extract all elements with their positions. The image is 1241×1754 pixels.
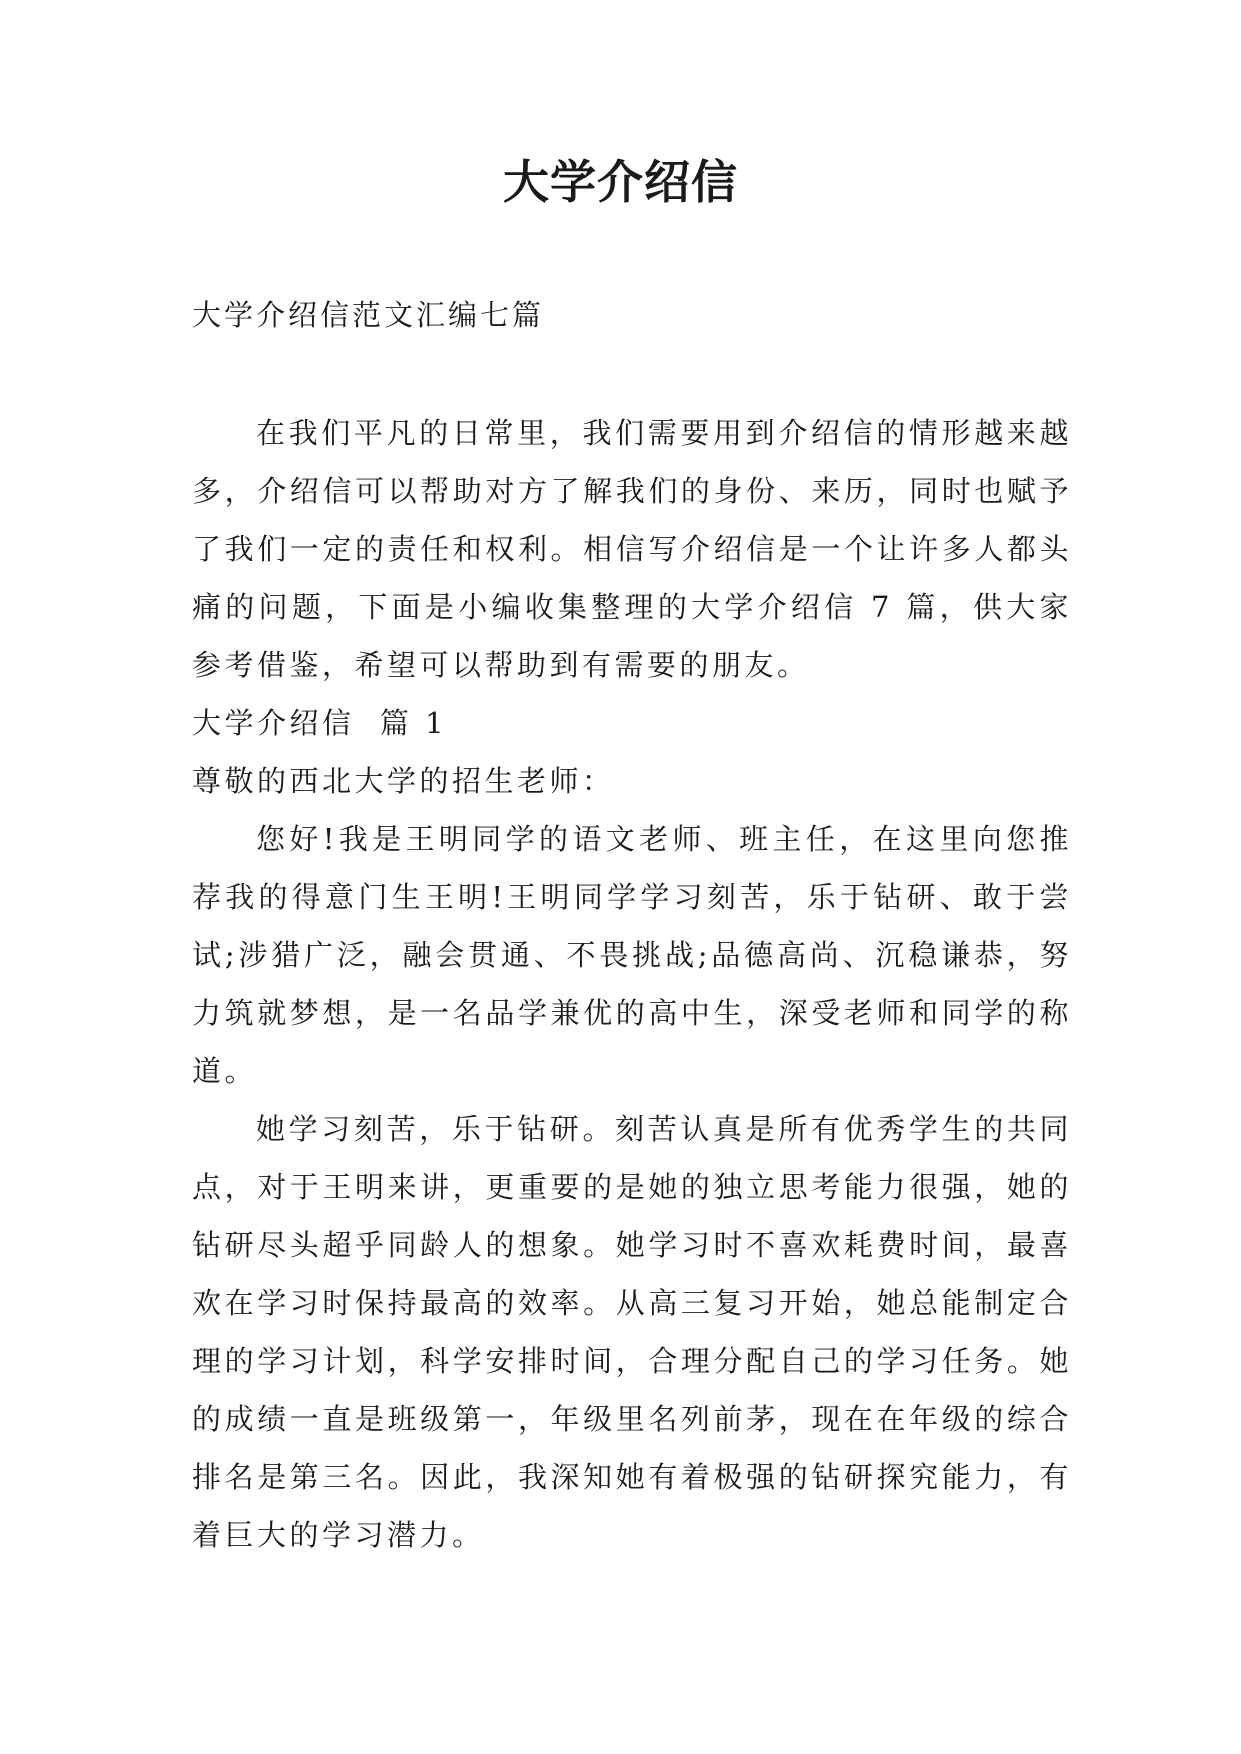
document-body <box>192 404 1072 1564</box>
letter-salutation: 尊敬的西北大学的招生老师： <box>192 764 615 798</box>
section-heading: 大学介绍信 篇 1 <box>192 706 448 740</box>
document-title: 大学介绍信 <box>503 155 738 209</box>
letter-paragraph-1: 您好!我是王明同学的语文老师、班主任，在这里向您推荐我的得意门生王明!王明同学学习刻苦，乐于钻研、敢于尝试;涉猎广泛，融会贯通、不畏挑战;品德高尚、沉稳谦恭，努力筑就梦想，是一名品学兼优的高中生，深受老师和同学的称道。 <box>192 822 1072 1088</box>
intro-paragraph: 在我们平凡的日常里，我们需要用到介绍信的情形越来越多，介绍信可以帮助对方了解我们的身份、来历，同时也赋予了我们一定的责任和权利。相信写介绍信是一个让许多人都头痛的问题，下面是小编收集整理的大学介绍信 7 篇，供大家参考借鉴，希望可以帮助到有需要的朋友。 <box>192 416 1072 682</box>
document-subtitle: 大学介绍信范文汇编七篇 <box>192 298 545 332</box>
letter-paragraph-2: 她学习刻苦，乐于钻研。刻苦认真是所有优秀学生的共同点，对于王明来讲，更重要的是她的独立思考能力很强，她的钻研尽头超乎同龄人的想象。她学习时不喜欢耗费时间，最喜欢在学习时保持最高的效率。从高三复习开始，她总能制定合理的学习计划，科学安排时间，合理分配自己的学习任务。她的成绩一直是班级第一，年级里名列前茅，现在在年级的综合排名是第三名。因此，我深知她有着极强的钻研探究能力，有着巨大的学习潜力。 <box>192 1112 1072 1552</box>
